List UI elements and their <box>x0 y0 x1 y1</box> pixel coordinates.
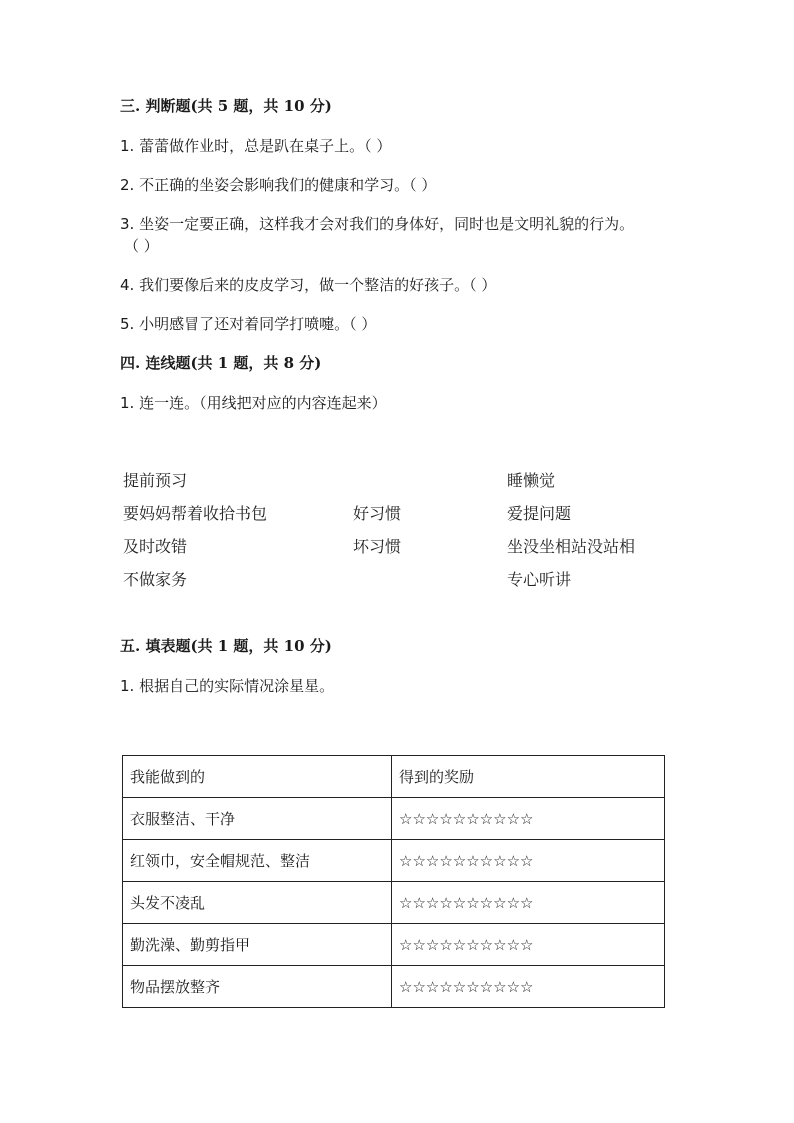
match-right-item: 睡懒觉 <box>507 471 556 490</box>
table-row <box>123 882 665 924</box>
section3-heading: 三. 判断题(共 5 题，共 10 分) <box>120 97 332 115</box>
table-question-1: 1. 根据自己的实际情况涂星星。 <box>120 677 335 695</box>
match-left-item: 提前预习 <box>123 471 188 490</box>
match-right-item: 专心听讲 <box>507 570 572 589</box>
star-rating-cell[interactable]: ☆☆☆☆☆☆☆☆☆☆ <box>392 798 665 840</box>
table-row <box>123 924 665 966</box>
section4-heading: 四. 连线题(共 1 题，共 8 分) <box>120 354 322 372</box>
judge-question-4: 4. 我们要像后来的皮皮学习，做一个整洁的好孩子。（ ） <box>120 276 497 294</box>
habit-cell: 红领巾，安全帽规范、整洁 <box>123 840 392 882</box>
table-header-cell: 得到的奖励 <box>392 756 665 798</box>
star-rating-cell[interactable]: ☆☆☆☆☆☆☆☆☆☆ <box>392 882 665 924</box>
table-header-cell: 我能做到的 <box>123 756 392 798</box>
match-left-item: 及时改错 <box>123 537 188 556</box>
judge-question-3-bracket: （ ） <box>124 237 159 255</box>
habit-cell: 头发不凌乱 <box>123 882 392 924</box>
match-right-item: 坐没坐相站没站相 <box>507 537 636 556</box>
match-question-1: 1. 连一连。（用线把对应的内容连起来） <box>120 394 387 412</box>
judge-question-3: 3. 坐姿一定要正确，这样我才会对我们的身体好，同时也是文明礼貌的行为。 <box>120 215 635 233</box>
habit-cell: 物品摆放整齐 <box>123 966 392 1008</box>
match-left-item: 要妈妈帮着收拾书包 <box>123 504 268 523</box>
table-row <box>123 798 665 840</box>
judge-question-5: 5. 小明感冒了还对着同学打喷嚏。（ ） <box>120 315 377 333</box>
match-left-item: 不做家务 <box>123 570 188 589</box>
star-rating-table <box>122 755 665 1008</box>
match-middle-item: 好习惯 <box>353 504 402 523</box>
table-row <box>123 840 665 882</box>
judge-question-1: 1. 蕾蕾做作业时，总是趴在桌子上。（ ） <box>120 137 392 155</box>
table-row <box>123 966 665 1008</box>
habit-cell: 勤洗澡、勤剪指甲 <box>123 924 392 966</box>
star-rating-cell[interactable]: ☆☆☆☆☆☆☆☆☆☆ <box>392 966 665 1008</box>
section5-heading: 五. 填表题(共 1 题，共 10 分) <box>120 637 332 655</box>
judge-question-2: 2. 不正确的坐姿会影响我们的健康和学习。（ ） <box>120 176 437 194</box>
table-header-row <box>123 756 665 798</box>
match-right-item: 爱提问题 <box>507 504 572 523</box>
star-rating-cell[interactable]: ☆☆☆☆☆☆☆☆☆☆ <box>392 924 665 966</box>
habit-cell: 衣服整洁、干净 <box>123 798 392 840</box>
match-middle-item: 坏习惯 <box>353 537 402 556</box>
star-rating-cell[interactable]: ☆☆☆☆☆☆☆☆☆☆ <box>392 840 665 882</box>
